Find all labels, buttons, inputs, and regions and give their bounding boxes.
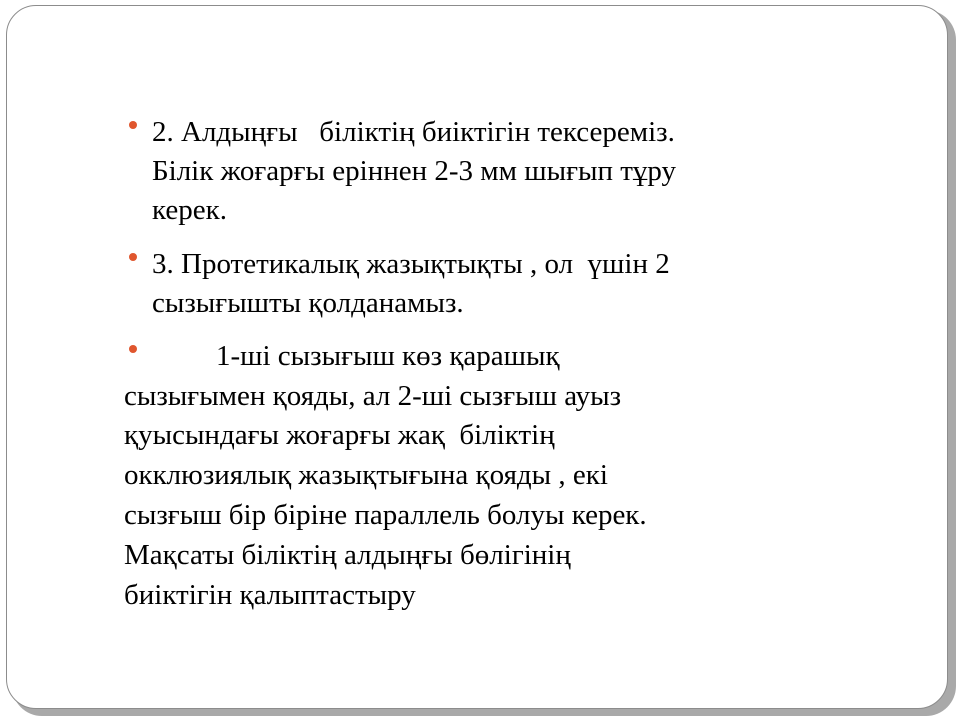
bullet-3-line-6: Мақсаты біліктің алдыңғы бөлігінің (124, 539, 571, 571)
bullet-2-dot (129, 253, 137, 261)
bullet-3-line-1: 1-ші сызығыш көз қарашық (216, 340, 560, 372)
bullet-3-line-2: сызығымен қояды, ал 2-ші сызғыш ауыз (124, 380, 622, 412)
bullet-3-dot (129, 345, 137, 353)
bullet-2-line-2: сызығышты қолданамыз. (152, 287, 464, 319)
bullet-1-dot (129, 121, 137, 129)
bullet-3-line-5: сызғыш бір біріне параллель болуы керек. (124, 499, 647, 531)
bullet-3-line-3: қуысындағы жоғарғы жақ біліктің (124, 419, 555, 451)
bullet-1-line-2: Білік жоғарғы еріннен 2-3 мм шығып тұру (152, 155, 677, 187)
bullet-2-line-1: 3. Протетикалық жазықтықты , ол үшін 2 (152, 248, 670, 280)
slide-content (7, 6, 947, 708)
bullet-1-line-1: 2. Алдыңғы біліктің биіктігін тексереміз. (152, 116, 675, 148)
slide-frame (6, 5, 948, 709)
bullet-3-line-4: окклюзиялық жазықтығына қояды , екі (124, 459, 608, 491)
bullet-1-line-3: керек. (152, 194, 227, 226)
bullet-3-line-7: биіктігін қалыптастыру (124, 579, 416, 611)
